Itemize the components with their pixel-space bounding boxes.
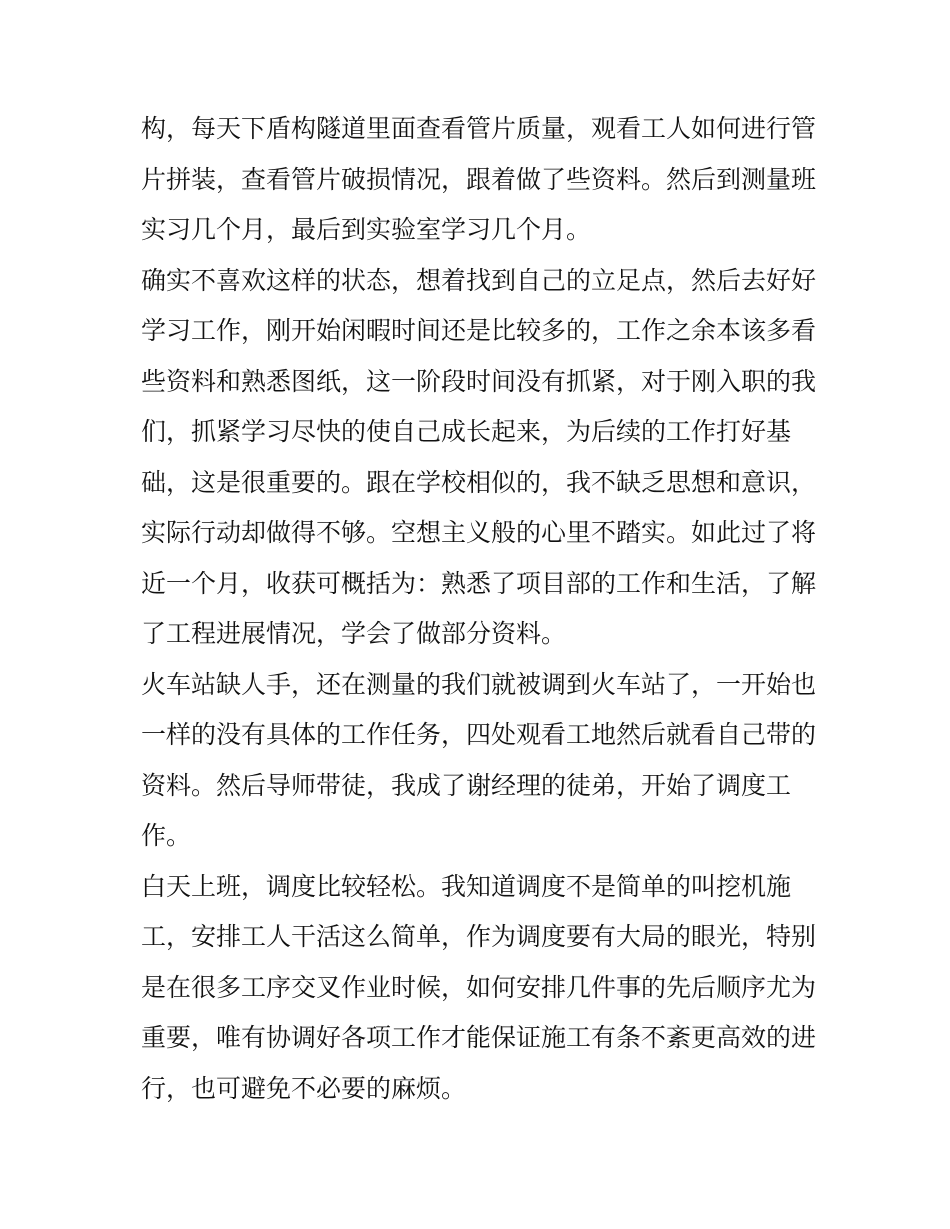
text-line: 是在很多工序交叉作业时候，如何安排几件事的先后顺序尤为 xyxy=(141,972,817,1002)
text-line: 火车站缺人手，还在测量的我们就被调到火车站了，一开始也 xyxy=(141,669,817,699)
text-line: 学习工作，刚开始闲暇时间还是比较多的，工作之余本该多看 xyxy=(141,316,817,345)
body-text xyxy=(141,104,821,1114)
text-line: 实习几个月，最后到实验室学习几个月。 xyxy=(141,215,592,244)
text-line: 白天上班，调度比较轻松。我知道调度不是简单的叫挖机施 xyxy=(141,871,792,901)
text-line: 础，这是很重要的。跟在学校相似的，我不缺乏思想和意识， xyxy=(141,467,817,497)
text-line: 重要，唯有协调好各项工作才能保证施工有条不紊更高效的进 xyxy=(141,1023,817,1052)
text-line: 作。 xyxy=(141,821,192,850)
text-line: 确实不喜欢这样的状态，想着找到自己的立足点，然后去好好 xyxy=(141,265,817,295)
paragraph xyxy=(141,660,821,862)
text-line: 一样的没有具体的工作任务，四处观看工地然后就看自己带的 xyxy=(141,720,817,749)
text-line: 实际行动却做得不够。空想主义般的心里不踏实。如此过了将 xyxy=(141,518,817,547)
text-line: 些资料和熟悉图纸，这一阶段时间没有抓紧，对于刚入职的我 xyxy=(141,366,817,396)
text-line: 了工程进展情况，学会了做部分资料。 xyxy=(141,619,567,648)
text-line: 工，安排工人干活这么简单，作为调度要有大局的眼光，特别 xyxy=(141,922,817,951)
text-line: 行，也可避免不必要的麻烦。 xyxy=(141,1073,467,1103)
paragraph xyxy=(141,104,821,256)
text-line: 近一个月，收获可概括为：熟悉了项目部的工作和生活，了解 xyxy=(141,568,817,598)
text-line: 资料。然后导师带徒，我成了谢经理的徒弟，开始了调度工 xyxy=(141,770,792,800)
text-line: 们，抓紧学习尽快的使自己成长起来，为后续的工作打好基 xyxy=(141,417,792,446)
paragraph xyxy=(141,256,821,660)
text-line: 片拼装，查看管片破损情况，跟着做了些资料。然后到测量班 xyxy=(141,164,817,194)
paragraph xyxy=(141,862,821,1115)
text-line: 构，每天下盾构隧道里面查看管片质量，观看工人如何进行管 xyxy=(141,114,817,143)
